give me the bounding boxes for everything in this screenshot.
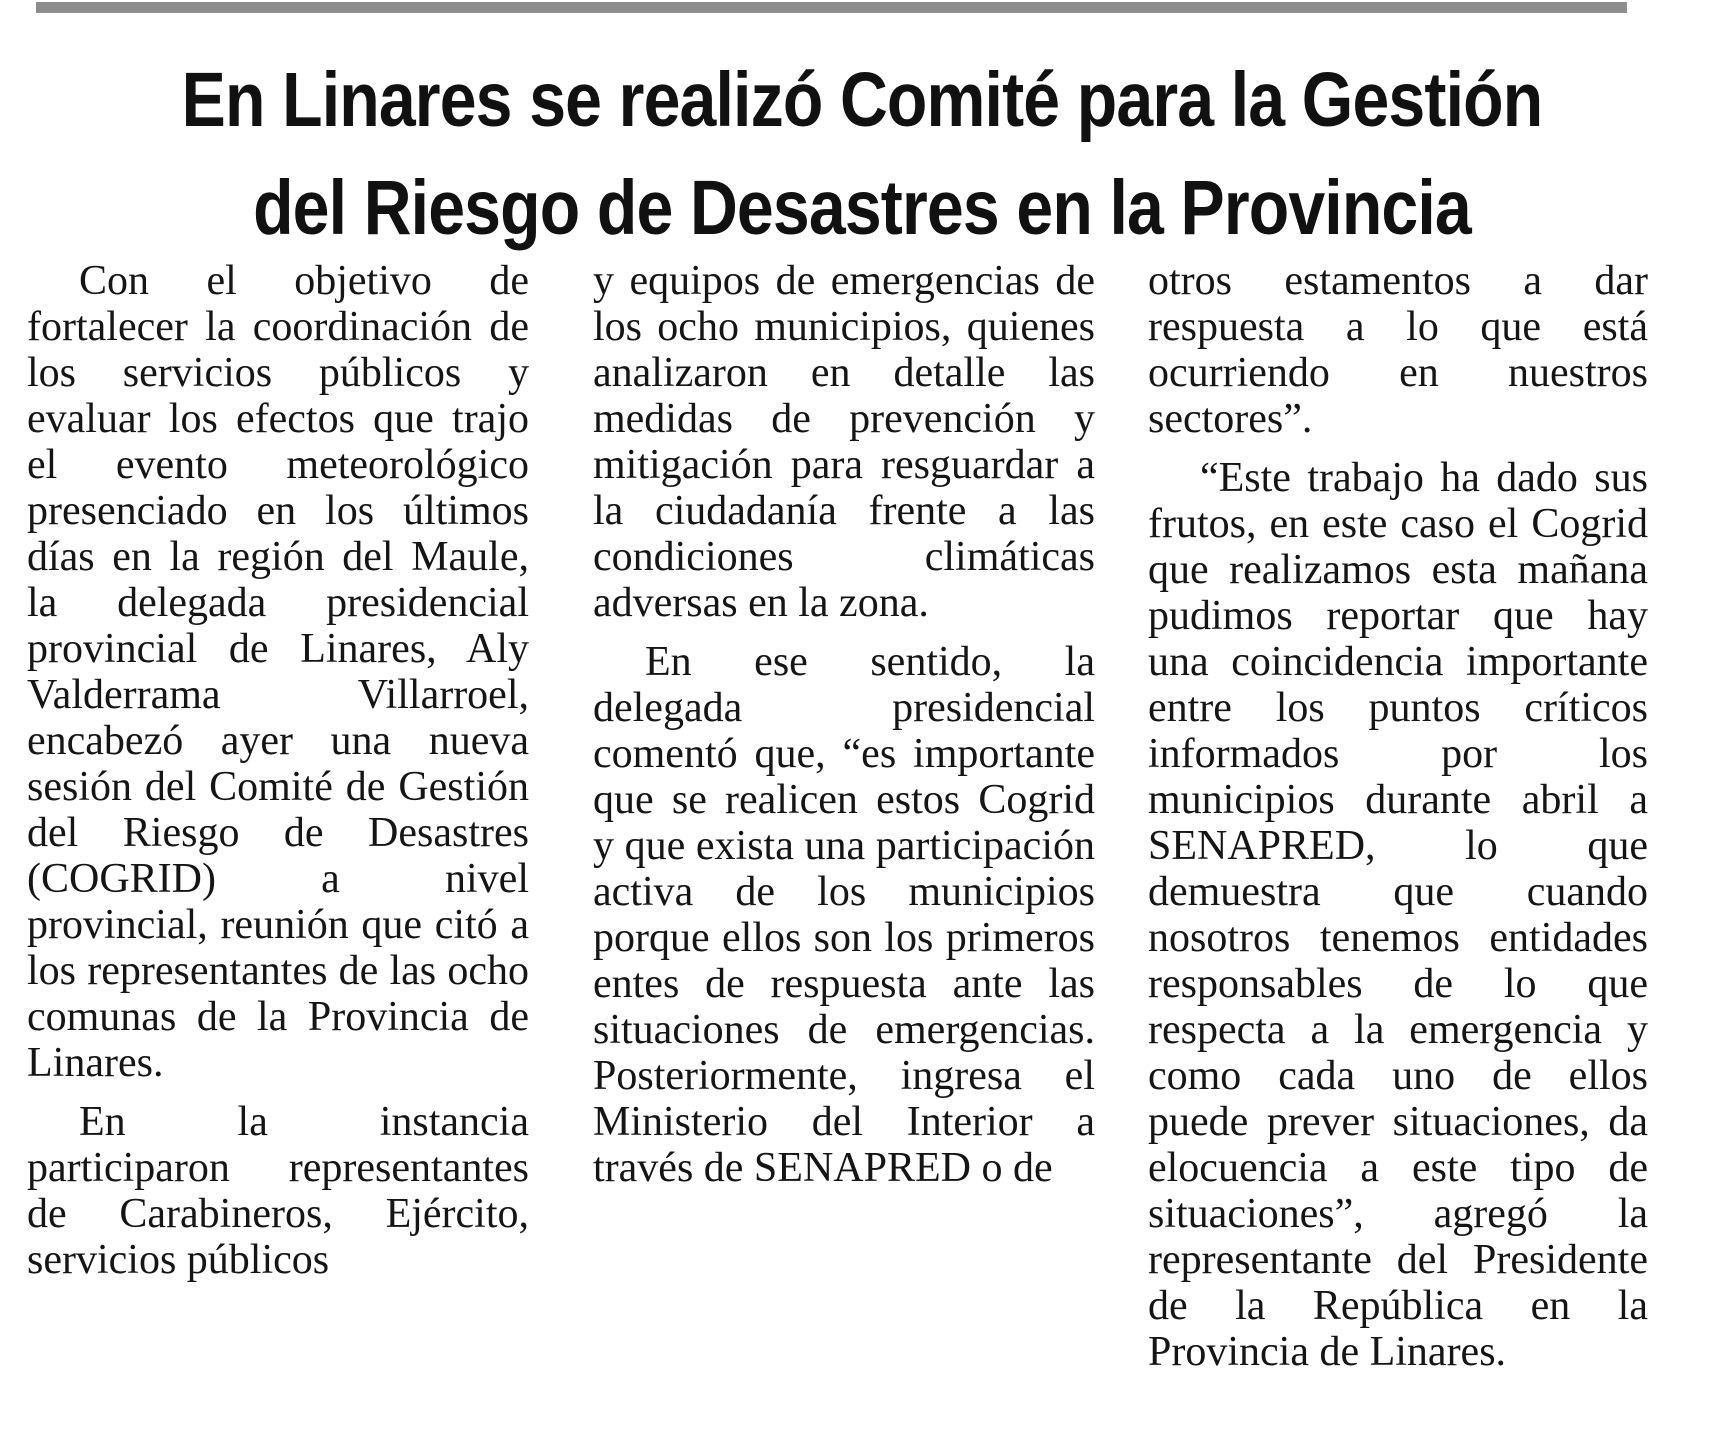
article-paragraph-continued: otros estamentos a dar respuesta a lo que está ocurriendo en nuestros sectores”. <box>1148 258 1648 442</box>
headline-line-1: En Linares se realizó Comité para la Gestión <box>181 57 1543 143</box>
article-paragraph: En ese sentido, la delegada presidencial comentó que, “es importante que se realicen estos Cogrid y que exista una participación activa de los municipios porque ellos son los primeros entes de respuesta ante las situaciones de emergencias. Posteriormente, ingresa el Ministerio del Interior a través de SENAPRED o de <box>593 639 1095 1191</box>
top-rule <box>36 2 1627 13</box>
article-column-1 <box>27 258 529 1296</box>
article-column-2 <box>593 258 1095 1204</box>
article-paragraph: En la instancia participaron representantes de Carabineros, Ejército, servicios públicos <box>27 1099 529 1283</box>
headline <box>0 46 1724 262</box>
article-paragraph-continued: y equipos de emergencias de los ocho municipios, quienes analizaron en detalle las medidas de prevención y mitigación para resguardar a la ciudadanía frente a las condiciones climáticas adversas en la zona. <box>593 258 1095 626</box>
headline-line-2: del Riesgo de Desastres en la Provincia <box>253 165 1471 251</box>
article-paragraph: “Este trabajo ha dado sus frutos, en este caso el Cogrid que realizamos esta mañana pudimos reportar que hay una coincidencia importante entre los puntos críticos informados por los municipios durante abril a SENAPRED, lo que demuestra que cuando nosotros tenemos entidades responsables de lo que respecta a la emergencia y como cada uno de ellos puede prever situaciones, da elocuencia a este tipo de situaciones”, agregó la representante del Presidente de la República en la Provincia de Linares. <box>1148 455 1648 1375</box>
article-paragraph: Con el objetivo de fortalecer la coordinación de los servicios públicos y evaluar los efectos que trajo el evento meteorológico presenciado en los últimos días en la región del Maule, la delegada presidencial provincial de Linares, Aly Valderrama Villarroel, encabezó ayer una nueva sesión del Comité de Gestión del Riesgo de Desastres (COGRID) a nivel provincial, reunión que citó a los representantes de las ocho comunas de la Provincia de Linares. <box>27 258 529 1086</box>
article-column-3 <box>1148 258 1648 1388</box>
